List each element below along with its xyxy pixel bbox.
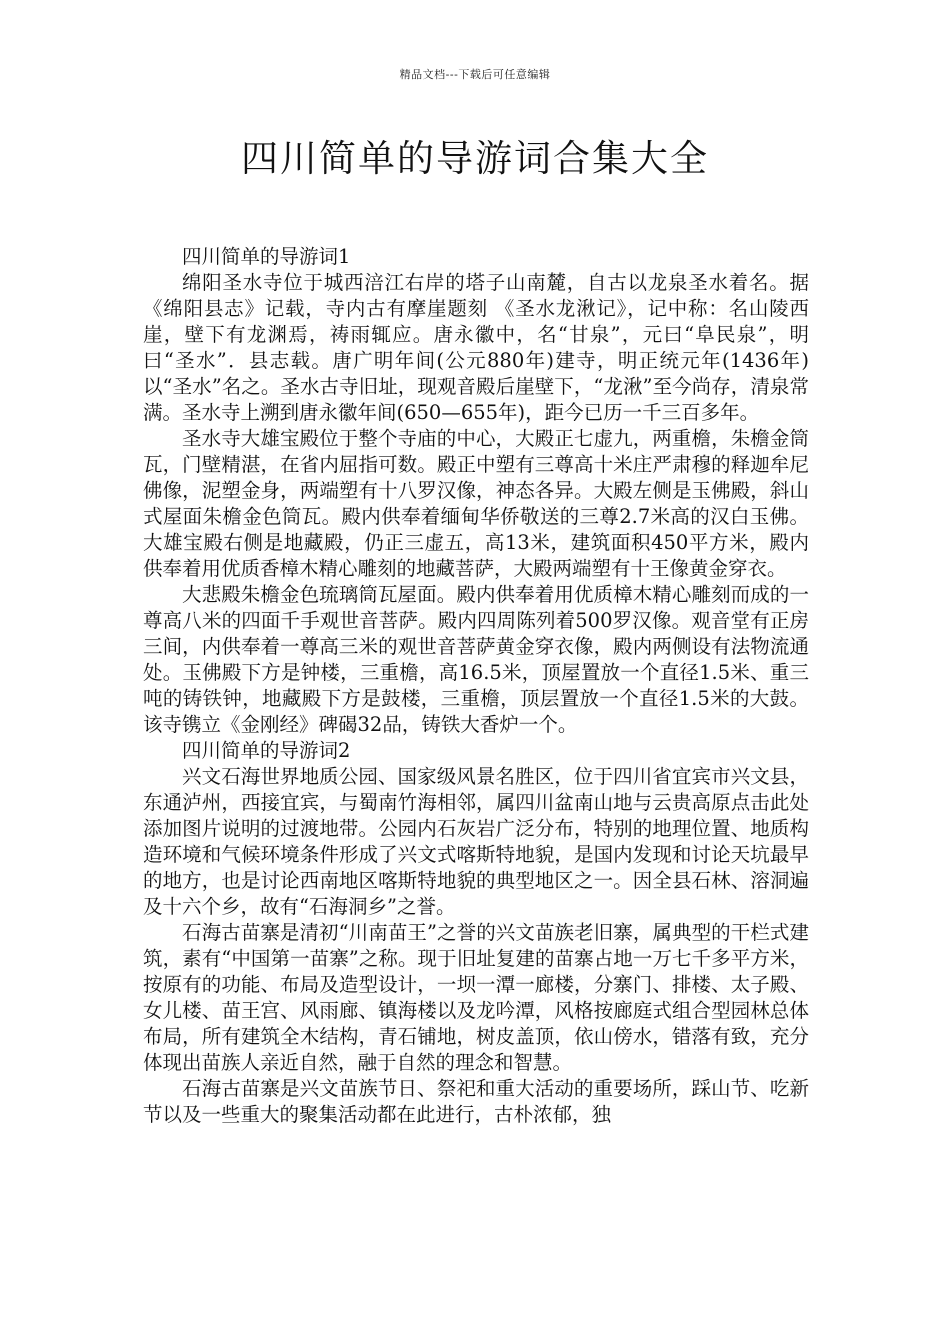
section-heading-1: 四川简单的导游词1 [182,245,351,268]
document-body [143,244,809,1128]
paragraph: 石海古苗寨是清初“川南苗王”之誉的兴文苗族老旧寨，属典型的干栏式建筑，素有“中国第一苗寨”之称。现于旧址复建的苗寨占地一万七千多平方米，按原有的功能、布局及造型设计，一坝一潭一廊楼，分寨门、排楼、太子殿、女儿楼、苗王宫、风雨廊、镇海楼以及龙吟潭，风格按廊庭式组合型园林总体布局，所有建筑全木结构，青石铺地，树皮盖顶，依山傍水，错落有致，充分体现出苗族人亲近自然，融于自然的理念和智慧。 [143,921,809,1074]
document-title: 四川简单的导游词合集大全 [241,137,709,180]
paragraph: 大悲殿朱檐金色琉璃筒瓦屋面。殿内供奉着用优质樟木精心雕刻而成的一尊高八米的四面千手观世音菩萨。殿内四周陈列着500罗汉像。观音堂有正房三间，内供奉着一尊高三米的观世音菩萨黄金穿衣像，殿内两侧设有法物流通处。玉佛殿下方是钟楼，三重檐，高16.5米，顶屋置放一个直径1.5米、重三吨的铸铁钟，地藏殿下方是鼓楼，三重檐，顶层置放一个直径1.5米的大鼓。该寺镌立《金刚经》碑碣32品，铸铁大香炉一个。 [143,583,809,736]
paragraph: 石海古苗寨是兴文苗族节日、祭祀和重大活动的重要场所，踩山节、吃新节以及一些重大的聚集活动都在此进行，古朴浓郁，独 [143,1077,809,1126]
section-heading-2: 四川简单的导游词2 [182,739,351,762]
paragraph: 兴文石海世界地质公园、国家级风景名胜区，位于四川省宜宾市兴文县，东通泸州，西接宜宾，与蜀南竹海相邻，属四川盆南山地与云贵高原点击此处添加图片说明的过渡地带。公园内石灰岩广泛分布，特别的地理位置、地质构造环境和气候环境条件形成了兴文式喀斯特地貌，是国内发现和讨论天坑最早的地方，也是讨论西南地区喀斯特地貌的典型地区之一。因全县石林、溶洞遍及十六个乡，故有“石海洞乡”之誉。 [143,765,809,918]
page-header-note: 精品文档---下载后可任意编辑 [399,68,551,81]
paragraph: 圣水寺大雄宝殿位于整个寺庙的中心，大殿正七虚九，两重檐，朱檐金筒瓦，门壁精湛，在省内屈指可数。殿正中塑有三尊高十米庄严肃穆的释迦牟尼佛像，泥塑金身，两端塑有十八罗汉像，神态各异。大殿左侧是玉佛殿，斜山式屋面朱檐金色筒瓦。殿内供奉着缅甸华侨敬送的三尊2.7米高的汉白玉佛。大雄宝殿右侧是地藏殿，仍正三虚五，高13米，建筑面积450平方米，殿内供奉着用优质香樟木精心雕刻的地藏菩萨，大殿两端塑有十王像黄金穿衣。 [143,427,809,580]
paragraph: 绵阳圣水寺位于城西涪江右岸的塔子山南麓，自古以龙泉圣水着名。据《绵阳县志》记载，寺内古有摩崖题刻 《圣水龙湫记》，记中称：名山陵西崖，壁下有龙渊焉，祷雨辄应。唐永徽中，名“甘泉”，元曰“阜民泉”，明曰“圣水”．县志载。唐广明年间(公元880年)建寺，明正统元年(1436年)以“圣水”名之。圣水古寺旧址，现观音殿后崖壁下，“龙湫”至今尚存，清泉常满。圣水寺上溯到唐永徽年间(650—655年)，距今已历一千三百多年。 [143,271,809,424]
